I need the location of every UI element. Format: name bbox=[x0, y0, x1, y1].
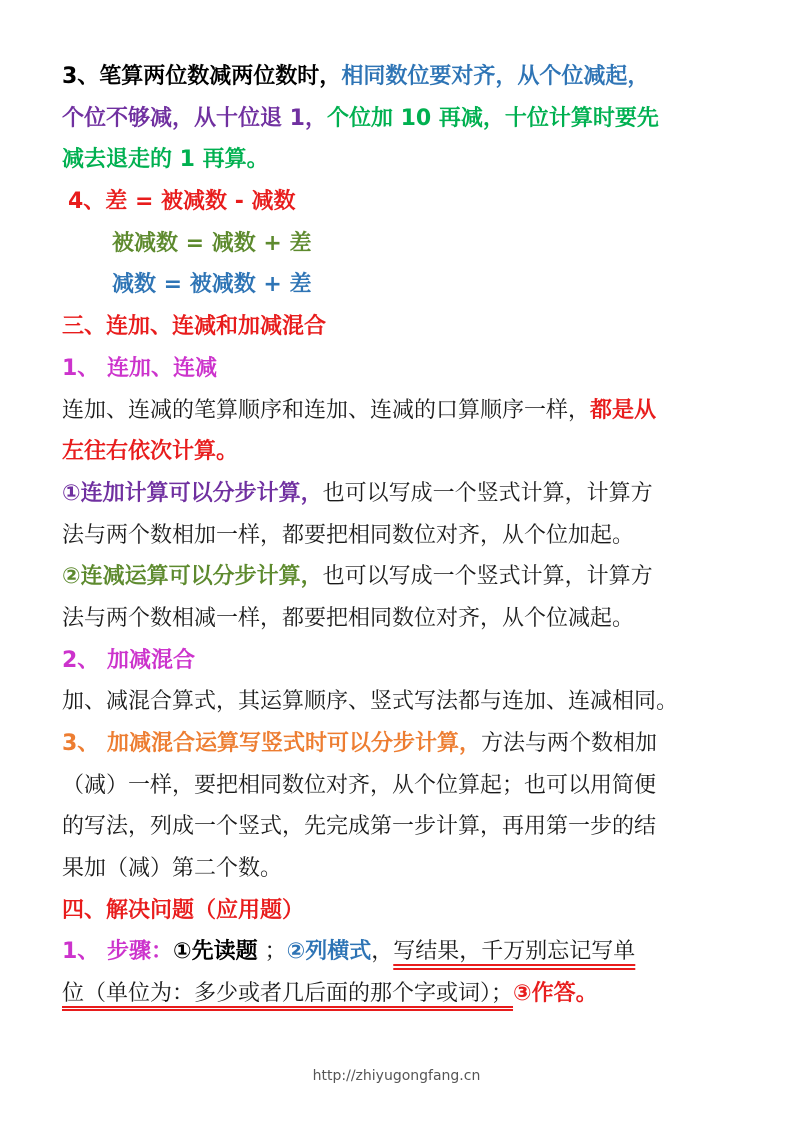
formula-difference bbox=[62, 181, 732, 223]
text-run: （减）一样，要把相同数位对齐，从个位算起；也可以用简便 bbox=[62, 772, 657, 798]
text-run: 三、连加、连减和加减混合 bbox=[62, 314, 327, 340]
text-run: 都是从 bbox=[590, 397, 657, 423]
text-line-14 bbox=[62, 598, 732, 640]
formula-subtrahend bbox=[62, 264, 732, 306]
text-run: 2、 加减混合 bbox=[62, 647, 195, 673]
text-run: 位（单位为：多少或者几后面的那个字或词）； bbox=[62, 981, 514, 1007]
document-page bbox=[62, 56, 732, 1015]
text-line-3 bbox=[62, 139, 732, 181]
subheading-mixed bbox=[62, 640, 732, 682]
text-run: 个位不够减，从十位退 1， bbox=[62, 105, 327, 131]
text-line-12 bbox=[62, 515, 732, 557]
text-run: 法与两个数相加一样，都要把相同数位对齐，从个位加起。 bbox=[62, 522, 635, 548]
text-line-10 bbox=[62, 431, 732, 473]
text-run: 四、解决问题（应用题） bbox=[62, 897, 305, 923]
text-run: ②列横式 bbox=[286, 939, 372, 965]
section-heading-4 bbox=[62, 890, 732, 932]
text-run: 连加、连减的笔算顺序和连加、连减的口算顺序一样， bbox=[62, 397, 591, 423]
text-run: 果加（减）第二个数。 bbox=[62, 856, 283, 882]
text-run: 也可以写成一个竖式计算，计算方 bbox=[322, 564, 653, 590]
text-run: 加、减混合算式，其运算顺序、竖式写法都与连加、连减相同。 bbox=[62, 689, 679, 715]
text-line-23 bbox=[62, 973, 732, 1015]
text-run: 个位加 10 再减，十位计算时要先 bbox=[326, 105, 659, 131]
text-run: 3、 加减混合运算写竖式时可以分步计算， bbox=[62, 731, 481, 756]
text-run: ， bbox=[371, 939, 394, 965]
section-heading-3 bbox=[62, 306, 732, 348]
text-line-1 bbox=[62, 56, 732, 98]
text-line-17 bbox=[62, 723, 732, 765]
text-line-19 bbox=[62, 806, 732, 848]
text-run: 的写法，列成一个竖式，先完成第一步计算，再用第一步的结 bbox=[62, 814, 657, 840]
text-run: 4、差 = 被减数 - 减数 bbox=[68, 189, 296, 215]
text-run: ； bbox=[257, 939, 287, 965]
text-run: 写结果，千万别忘记写单 bbox=[393, 939, 636, 965]
text-run: 减数 = 被减数 + 差 bbox=[112, 272, 312, 298]
text-run: 减去退走的 1 再算。 bbox=[62, 147, 269, 173]
text-run: ②连减运算可以分步计算， bbox=[62, 564, 323, 590]
footer-url: http://zhiyugongfang.cn bbox=[312, 1068, 481, 1084]
text-line-9 bbox=[62, 390, 732, 432]
text-line-18 bbox=[62, 765, 732, 807]
text-run: 法与两个数相减一样，都要把相同数位对齐，从个位减起。 bbox=[62, 605, 635, 631]
text-run: 相同数位要对齐，从个位减起， bbox=[341, 64, 650, 89]
text-run: 方法与两个数相加 bbox=[480, 731, 657, 756]
text-line-13 bbox=[62, 556, 732, 598]
subheading-continuous bbox=[62, 348, 732, 390]
text-line-20 bbox=[62, 848, 732, 890]
text-line-16 bbox=[62, 681, 732, 723]
text-run: ③作答。 bbox=[513, 981, 598, 1007]
text-run: ①连加计算可以分步计算， bbox=[62, 480, 323, 506]
text-run: 3、笔算两位数减两位数时， bbox=[62, 64, 342, 89]
text-run: 被减数 = 减数 + 差 bbox=[112, 230, 312, 256]
text-run: ①先读题 bbox=[172, 939, 258, 965]
text-run: 也可以写成一个竖式计算，计算方 bbox=[322, 480, 653, 506]
text-line-11 bbox=[62, 473, 732, 515]
text-line-2 bbox=[62, 98, 732, 140]
formula-minuend bbox=[62, 223, 732, 265]
text-run: 1、 步骤： bbox=[62, 939, 173, 965]
text-run: 1、 连加、连减 bbox=[62, 355, 217, 381]
text-line-22 bbox=[62, 931, 732, 973]
text-run: 左往右依次计算。 bbox=[62, 439, 239, 465]
